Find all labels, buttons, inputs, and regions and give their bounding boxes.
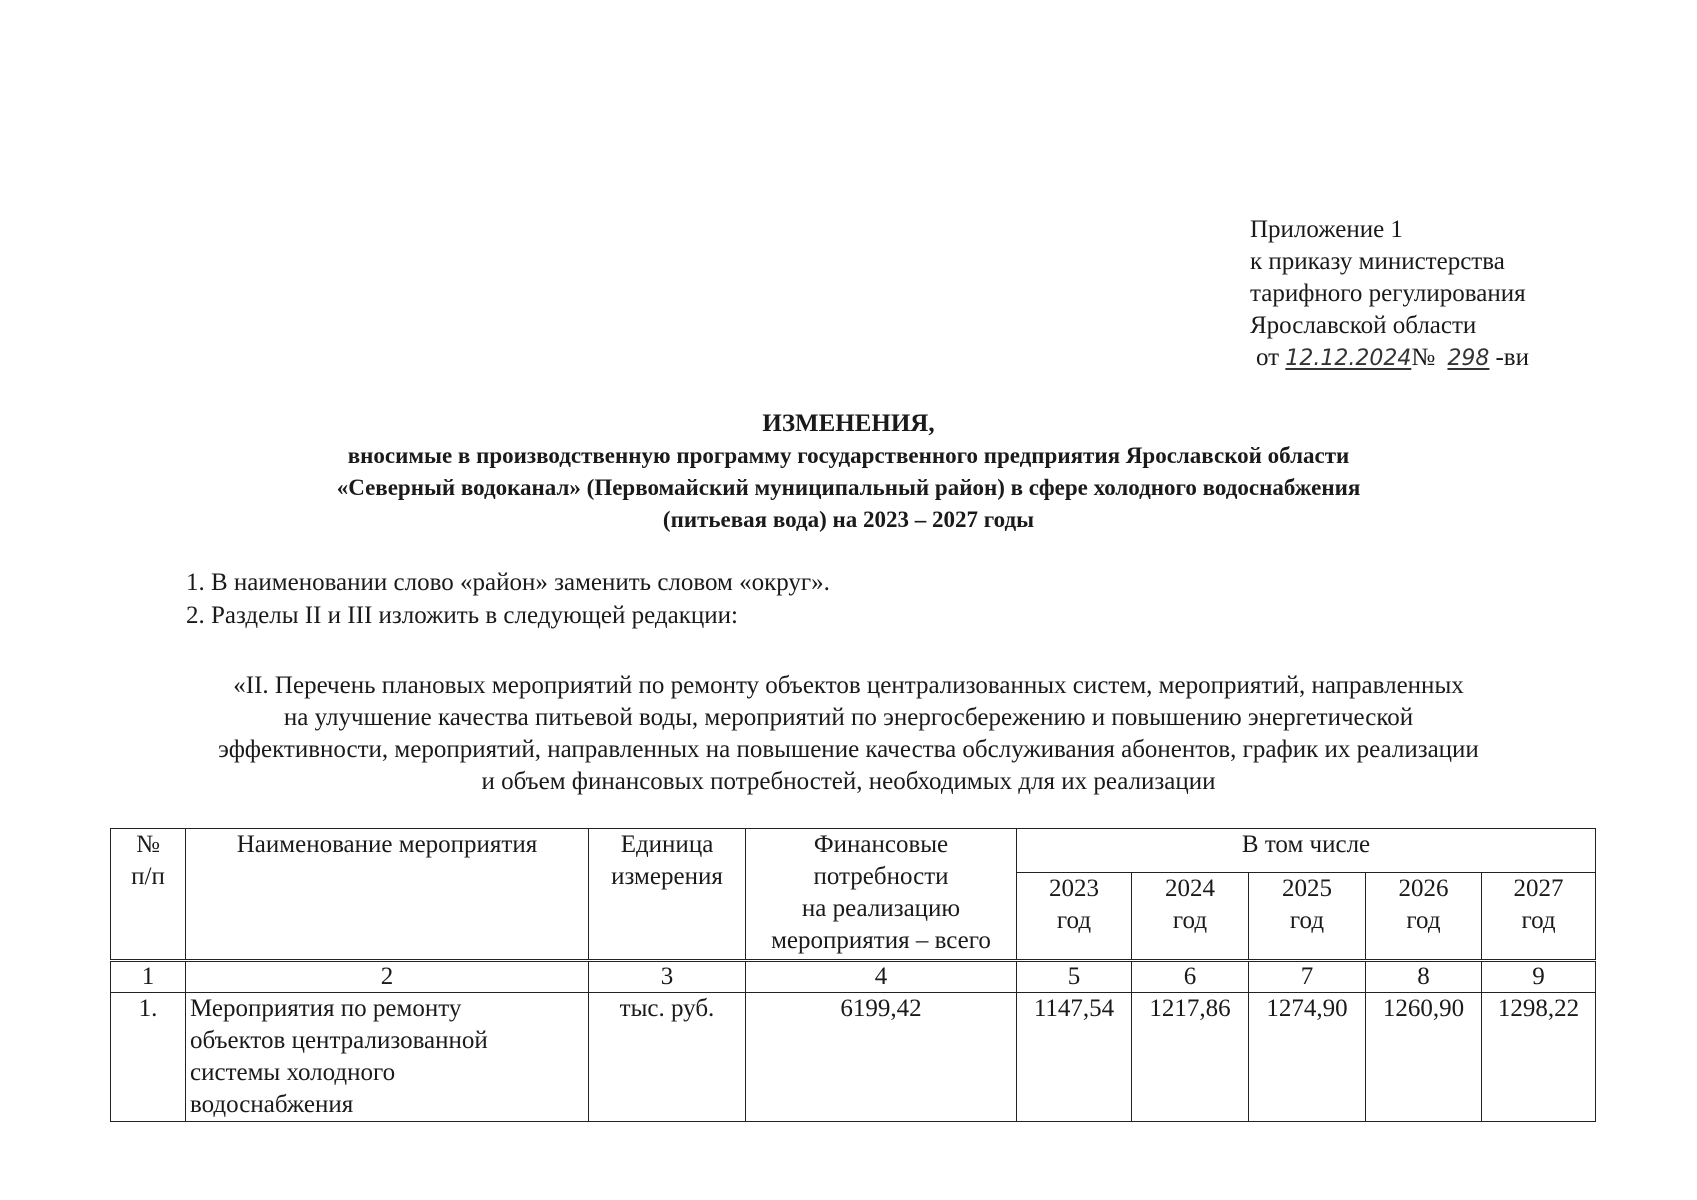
heading-line-1: вносимые в производственную программу государственного предприятия Ярославской области (347, 443, 1350, 468)
point-2: 2. Разделы II и III изложить в следующей редакции: (186, 602, 738, 629)
appendix-number: 298 (1447, 346, 1490, 371)
appendix-line-4: Ярославской области (1250, 312, 1477, 339)
row-value-2024: 1217,86 (1132, 993, 1249, 1122)
heading-line-3: (питьевая вода) на 2023 – 2027 годы (662, 507, 1035, 532)
appendix-block (1250, 214, 1529, 375)
column-number: 5 (1017, 961, 1132, 993)
table-row (111, 993, 1596, 1122)
column-number: 1 (111, 961, 186, 993)
appendix-line-1: Приложение 1 (1250, 216, 1403, 243)
appendix-from-prefix: от (1256, 344, 1280, 371)
column-number: 4 (746, 961, 1017, 993)
row-num: 1. (111, 993, 186, 1122)
row-name: Мероприятия по ремонту объектов централизованной системы холодного водоснабжения (186, 993, 589, 1122)
appendix-number-sign: № (1411, 344, 1436, 371)
header-name: Наименование мероприятия (186, 829, 589, 961)
appendix-line-2: к приказу министерства (1250, 248, 1505, 275)
row-total: 6199,42 (746, 993, 1017, 1122)
heading-line-2: «Северный водоканал» (Первомайский муниципальный район) в сфере холодного водоснабжения (336, 475, 1361, 500)
section-title-line-4: и объем финансовых потребностей, необходимых для их реализации (481, 768, 1216, 795)
header-including: В том числе (1017, 829, 1596, 873)
column-number: 2 (186, 961, 589, 993)
column-numbers-row (111, 961, 1596, 993)
column-number: 6 (1132, 961, 1249, 993)
header-num: № п/п (111, 829, 186, 961)
section-title-line-1: «II. Перечень плановых мероприятий по ремонту объектов централизованных систем, мероприятий, направленных (233, 672, 1464, 699)
row-value-2025: 1274,90 (1249, 993, 1366, 1122)
header-year-2024: 2024 год (1132, 873, 1249, 961)
appendix-date-line (1250, 342, 1529, 375)
header-year-2025: 2025 год (1249, 873, 1366, 961)
section-title (120, 670, 1577, 798)
section-title-line-2: на улучшение качества питьевой воды, мероприятий по энергосбережению и повышению энергетической (283, 704, 1414, 731)
column-number: 9 (1482, 961, 1596, 993)
row-value-2027: 1298,22 (1482, 993, 1596, 1122)
document-title: ИЗМЕНЕНИЯ, (762, 410, 935, 437)
table-header-row-1 (111, 829, 1596, 873)
row-value-2026: 1260,90 (1366, 993, 1482, 1122)
document-heading (0, 408, 1697, 536)
measures-table (110, 828, 1596, 1122)
appendix-date: 12.12.2024 (1285, 346, 1412, 371)
header-financial-needs: Финансовые потребности на реализацию мероприятия – всего (746, 829, 1017, 961)
header-year-2026: 2026 год (1366, 873, 1482, 961)
row-value-2023: 1147,54 (1017, 993, 1132, 1122)
change-points (186, 566, 830, 632)
header-year-2023: 2023 год (1017, 873, 1132, 961)
header-unit: Единица измерения (589, 829, 746, 961)
appendix-suffix: -ви (1495, 344, 1529, 371)
header-year-2027: 2027 год (1482, 873, 1596, 961)
column-number: 7 (1249, 961, 1366, 993)
column-number: 8 (1366, 961, 1482, 993)
row-unit: тыс. руб. (589, 993, 746, 1122)
point-1: 1. В наименовании слово «район» заменить словом «округ». (186, 569, 830, 596)
section-title-line-3: эффективности, мероприятий, направленных на повышение качества обслуживания абонентов, график их реализации (218, 736, 1479, 763)
column-number: 3 (589, 961, 746, 993)
appendix-line-3: тарифного регулирования (1250, 280, 1526, 307)
